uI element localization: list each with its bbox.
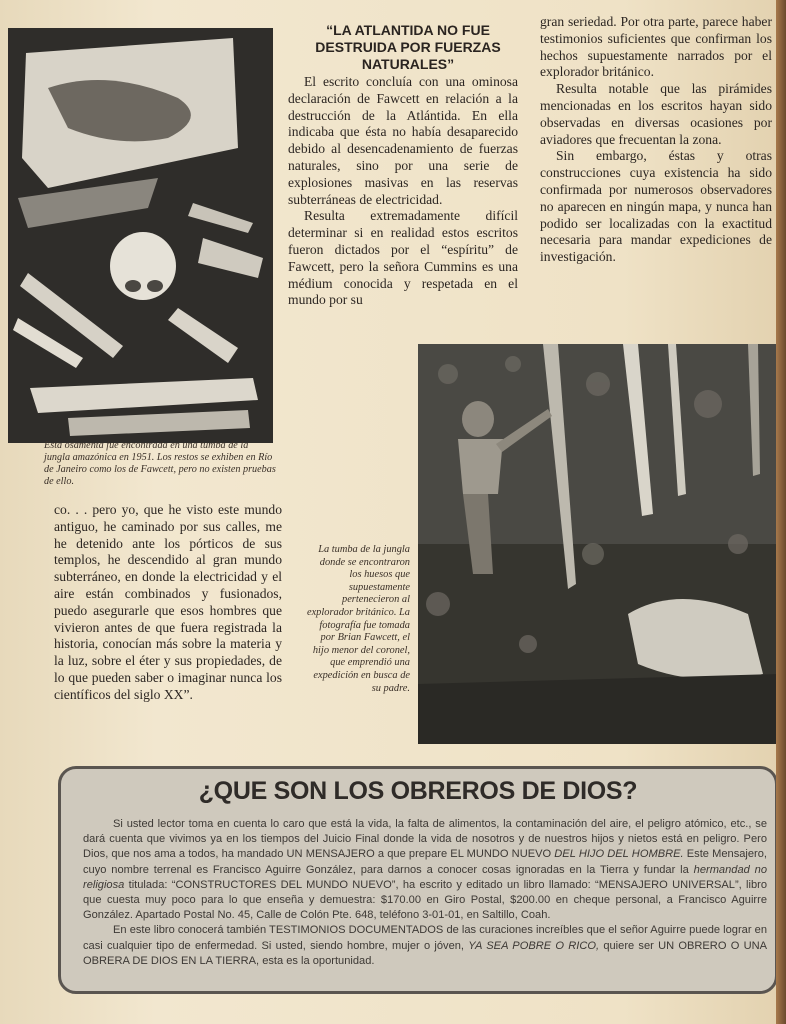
middle-paragraph-1: El escrito concluía con una ominosa declaración de Fawcett en relación a la destrucción de la Atlántida. En ella indicaba que ésta no había desaparecido debido al desencadenamiento de fuerzas naturales, sino por una serie de explosiones masivas en las reservas subterráneas de electricidad. [288,74,518,207]
left-paragraph: co. . . pero yo, que he visto este mundo antiguo, he caminado por sus calles, me he detenido ante los pórticos de sus templos, he descendido al gran mundo subterráneo, en donde la electricidad y el aire están combinados y fusionados, puedo asegurarle que esos hombres que vivieron antes de que fuera registrada la historia, conocían más sobre la materia y la luz, sobre el éter y sus propiedades, de lo que pueden saber o imaginar nunca los científicos del siglo XX”. [54,502,282,702]
right-paragraph-3: Sin embargo, éstas y otras construcciones cuya existencia ha sido confirmada por numerosos observadores no aparecen en ningún mapa, y nunca han podido ser localizadas con la exactitud necesaria para mandar expediciones de investigación. [540,148,772,265]
right-paragraph-1: gran seriedad. Por otra parte, parece haber testimonios suficientes que confirman los hechos supuestamente narrados por el explorador británico. [540,14,772,80]
ad-text-italic: hermandad no religiosa [83,863,767,891]
ad-text-italic: DEL HIJO DEL HOMBRE. [554,848,684,861]
bones-caption: Esta osamenta fue encontrada en una tumba de la jungla amazónica en 1951. Los restos se exhiben en Río de Janeiro como los de Fawcett, pero no existen pruebas de ello. [44,440,276,487]
left-column [54,502,282,704]
jungle-photo [418,344,778,744]
binding-spine [776,0,786,1024]
ad-text: Este Mensajero, cuyo nombre terrenal es Francisco Aguirre González, para darnos a conocer cosas ignoradas en la Tierra y fundar la [83,848,767,876]
ad-text: titulada: “CONSTRUCTORES DEL MUNDO NUEVO”, ha escrito y editado un libro llamado: “MENSAJERO UNIVERSAL”, libro que cuesta muy poco para lo que enseña y demuestra: $170.00 en Giro Postal, $200.00 en cheque personal, a Francisco Aguirre González. Apartado Postal No. 45, Calle de Colón Pte. 648, teléfono 3-01-01, en Saltillo, Coah. [83,878,767,922]
article-headline: “LA ATLANTIDA NO FUE DESTRUIDA POR FUERZAS NATURALES” [315,22,501,72]
bones-photo [8,28,273,443]
jungle-caption: La tumba de la jungla donde se encontraron los huesos que supuestamente pertenecieron al explorador británico. La fotografía fue tomada por Brian Fawcett, el hijo menor del coronel, que emprendió una expedición en busca de su padre. [306,544,410,694]
ad-text: Si usted lector toma en cuenta lo caro que está la vida, la falta de alimentos, la contaminación del aire, el peligro atómico, etc., se dará cuenta que vivimos ya en los tiempos del Juicio Final donde la vida de nosotros y de nuestros hijos y nietos está en peligro. Pero Dios, que nos ama a todos, ha mandado UN MENSAJERO a que prepare EL MUNDO NUEVO [83,818,767,861]
ad-text: En este libro conocerá también TESTIMONIOS DOCUMENTADOS de las curaciones increíbles que el señor Aguirre puede lograr en casi cualquier tipo de enfermedad. Si usted, siendo hombre, mujer o jóven, [83,924,767,952]
ad-body [83,817,767,969]
ad-paragraph-2 [83,923,767,969]
right-column [540,14,772,266]
ad-title: ¿QUE SON LOS OBREROS DE DIOS? [198,777,638,805]
middle-column [288,74,518,309]
ad-text-italic: YA SEA POBRE O RICO, [468,939,600,952]
ad-paragraph-1 [83,817,767,923]
right-paragraph-2: Resulta notable que las pirámides mencionadas en los escritos hayan sido observadas en diversas ocasiones por aviadores que frecuentan la zona. [540,81,772,147]
middle-paragraph-2: Resulta extremadamente difícil determinar si en realidad estos escritos fueron dictados por el “espíritu” de Fawcett, pero la señora Cummins es una médium conocida y respetada en el mundo por su [288,208,518,308]
ad-text: quiere ser UN OBRERO O UNA OBRERA DE DIOS EN LA TIERRA, esta es la oportunidad. [83,939,767,967]
ad-box [58,766,778,994]
